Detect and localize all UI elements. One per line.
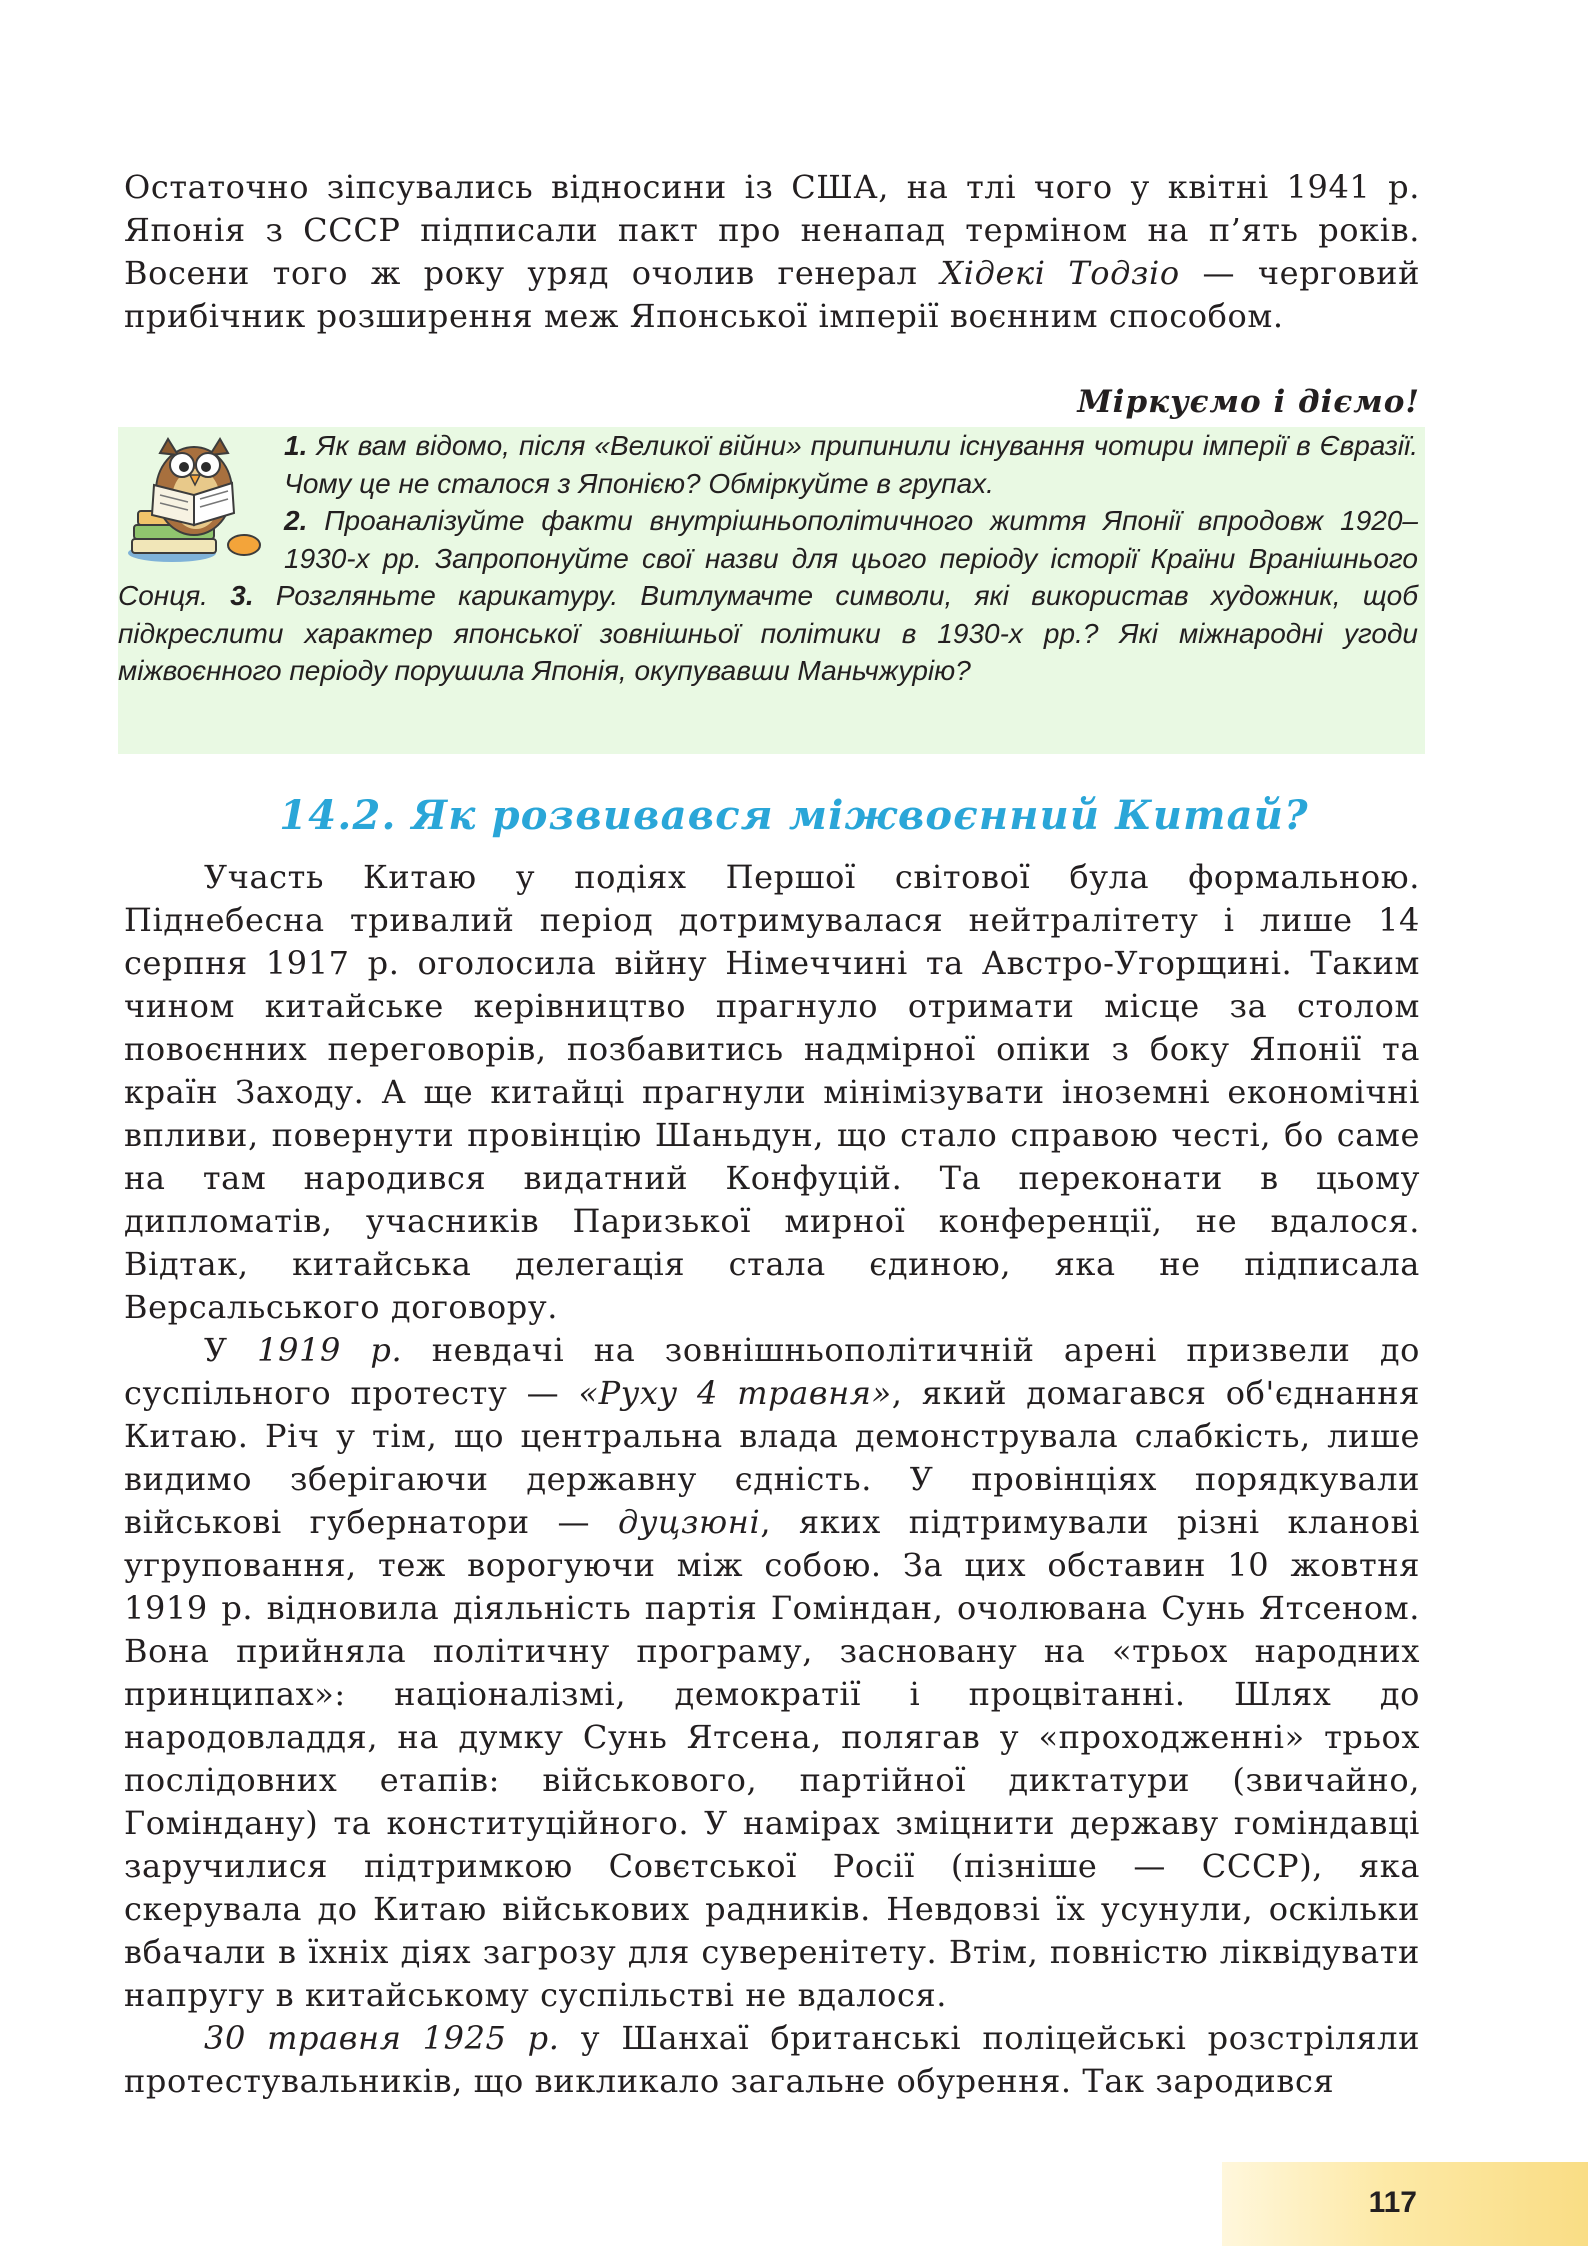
- activity-question-1: 1. Як вам відомо, після «Великої війни» припинили існування чотири імперії в Євразії. Чому це не сталося з Японією? Обміркуйте в групах.: [284, 430, 1418, 499]
- body-paragraph-2: У 1919 р. невдачі на зовнішньополітичній арені призвели до суспільного протесту — «Руху 4 травня», який домагався об'єднання Китаю. Річ у тім, що центральна влада демонструвала слабкість, лише видимо зберігаючи державну єдність. У провінціях порядкували військові губернатори — дуцзюні, яких підтримували різні кланові угруповання, теж ворогуючи між собою. За цих обставин 10 жовтня 1919 р. відновила діяльність партія Гоміндан, очолювана Сунь Ятсеном. Вона прийняла політичну програму, засновану на «трьох народних принципах»: націоналізмі, демократії і процвітанні. Шлях до народовладдя, на думку Сунь Ятсена, полягав у «проходженні» трьох послідовних етапів: військового, партійної диктатури (звичайно, Гоміндану) та конституційного. У намірах зміцнити державу гоміндавці заручилися підтримкою Совєтської Росії (пізніше — СССР), яка скерувала до Китаю військових радників. Невдовзі їх усунули, оскільки вбачали в їхніх діях загрозу для суверенітету. Втім, повністю ліквідувати напругу в китайському суспільстві не вдалося.: [124, 1331, 1421, 2014]
- body-paragraph-3: 30 травня 1925 р. у Шанхаї британські поліцейські розстріляли протестувальників, що викликало загальне обурення. Так зародився: [124, 2019, 1420, 2100]
- activity-box: [118, 427, 1425, 754]
- body-paragraph-1: Участь Китаю у подіях Першої світової була формальною. Піднебесна тривалий період дотримувалася нейтралітету і лише 14 серпня 1917 р. оголосила війну Німеччині та Австро-Угорщині. Таким чином китайське керівництво прагнуло отримати місце за столом повоєнних переговорів, позбавитись надмірної опіки з боку Японії та країн Заходу. А ще китайці прагнули мінімізувати іноземні економічні впливи, повернути провінцію Шаньдун, що стало справою честі, бо саме на там народився видатний Конфуцій. Та переконати в цьому дипломатів, учасників Паризької мирної конференції, не вдалося. Відтак, китайська делегація стала єдиною, яка не підписала Версальського договору.: [124, 858, 1420, 1326]
- emphasis-date-1925: 30 травня 1925 р.: [204, 2019, 560, 2057]
- emphasis-year-1919: 1919 р.: [257, 1331, 403, 1369]
- emphasis-tojo: Хідекі Тодзіо: [940, 254, 1180, 292]
- intro-paragraph: Остаточно зіпсувались відносини із США, на тлі чого у квітні 1941 р. Японія з СССР підписали пакт про ненапад терміном на п’ять років. Восени того ж року уряд очолив генерал Хідекі Тодзіо — черговий прибічник розширення меж Японської імперії воєнним способом.: [124, 168, 1420, 335]
- emphasis-duzjuni: дуцзюні: [618, 1503, 761, 1541]
- section-title: 14.2. Як розвивався міжвоєнний Китай?: [279, 792, 1309, 839]
- activity-questions: [118, 427, 1418, 690]
- activity-question-2-3: 2. Проаналізуйте факти внутрішньополітичного життя Японії впродовж 1920–1930-х рр. Запропонуйте свої назви для цього періоду історії Країни Вранішнього Сонця. 3. Розгляньте карикатуру. Витлумачте символи, які використав художник, щоб підкреслити характер японської зовнішньої політики в 1930-х рр.? Які міжнародні угоди міжвоєнного періоду порушила Японія, окупувавши Маньчжурію?: [118, 505, 1418, 686]
- emphasis-may-fourth: «Руху 4 травня»: [578, 1374, 892, 1412]
- intro-section: [124, 166, 1420, 338]
- page-number: 117: [1368, 2186, 1417, 2219]
- activity-heading: Міркуємо і діємо!: [1077, 384, 1420, 420]
- section-body: [124, 856, 1420, 2103]
